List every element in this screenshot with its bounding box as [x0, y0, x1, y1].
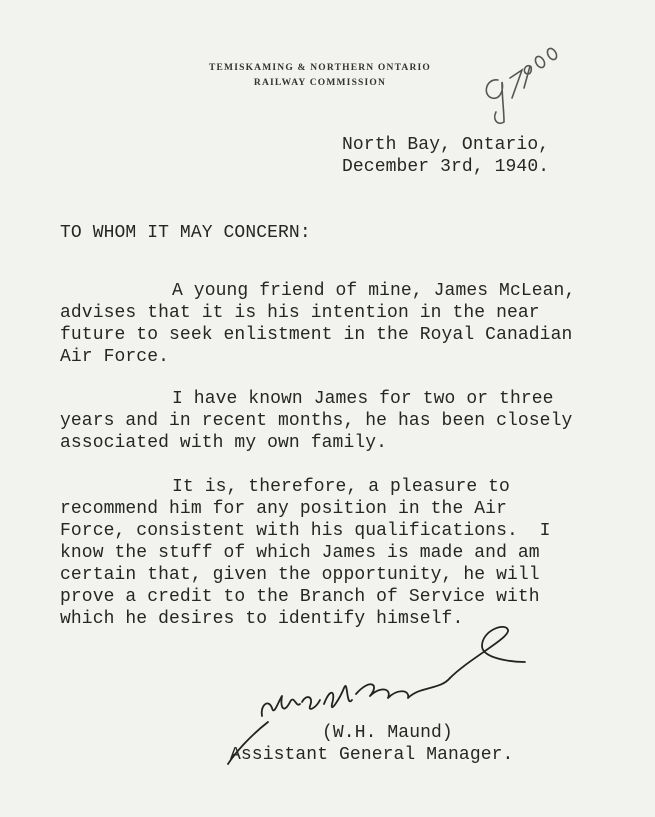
paragraph-3-line: prove a credit to the Branch of Service with — [60, 587, 540, 607]
paragraph-3-line: It is, therefore, a pleasure to — [172, 477, 510, 497]
paragraph-2-line: associated with my own family. — [60, 433, 388, 453]
paragraph-1-line: future to seek enlistment in the Royal Canadian — [60, 325, 573, 345]
paragraph-2-line: I have known James for two or three — [172, 389, 554, 409]
salutation: TO WHOM IT MAY CONCERN: — [60, 223, 311, 243]
handwritten-number — [478, 40, 568, 130]
letterhead-line-2: RAILWAY COMMISSION — [253, 78, 387, 88]
place: North Bay, Ontario, — [342, 135, 550, 155]
paragraph-3-line: know the stuff of which James is made and am — [60, 543, 540, 563]
signatory-title: Assistant General Manager. — [230, 745, 514, 765]
signatory-name: (W.H. Maund) — [322, 723, 453, 743]
paragraph-1-line: advises that it is his intention in the near — [60, 303, 540, 323]
paragraph-1-line: Air Force. — [60, 347, 170, 367]
paragraph-3-line: certain that, given the opportunity, he will — [60, 565, 540, 585]
paragraph-1-line: A young friend of mine, James McLean, — [172, 281, 576, 301]
paragraph-2-line: years and in recent months, he has been closely — [60, 411, 573, 431]
paragraph-3-line: which he desires to identify himself. — [60, 609, 464, 629]
letterhead-line-1: TEMISKAMING & NORTHERN ONTARIO — [208, 63, 432, 73]
date: December 3rd, 1940. — [342, 157, 550, 177]
paragraph-3-line: Force, consistent with his qualifications. I — [60, 521, 551, 541]
paragraph-3-line: recommend him for any position in the Air — [60, 499, 507, 519]
